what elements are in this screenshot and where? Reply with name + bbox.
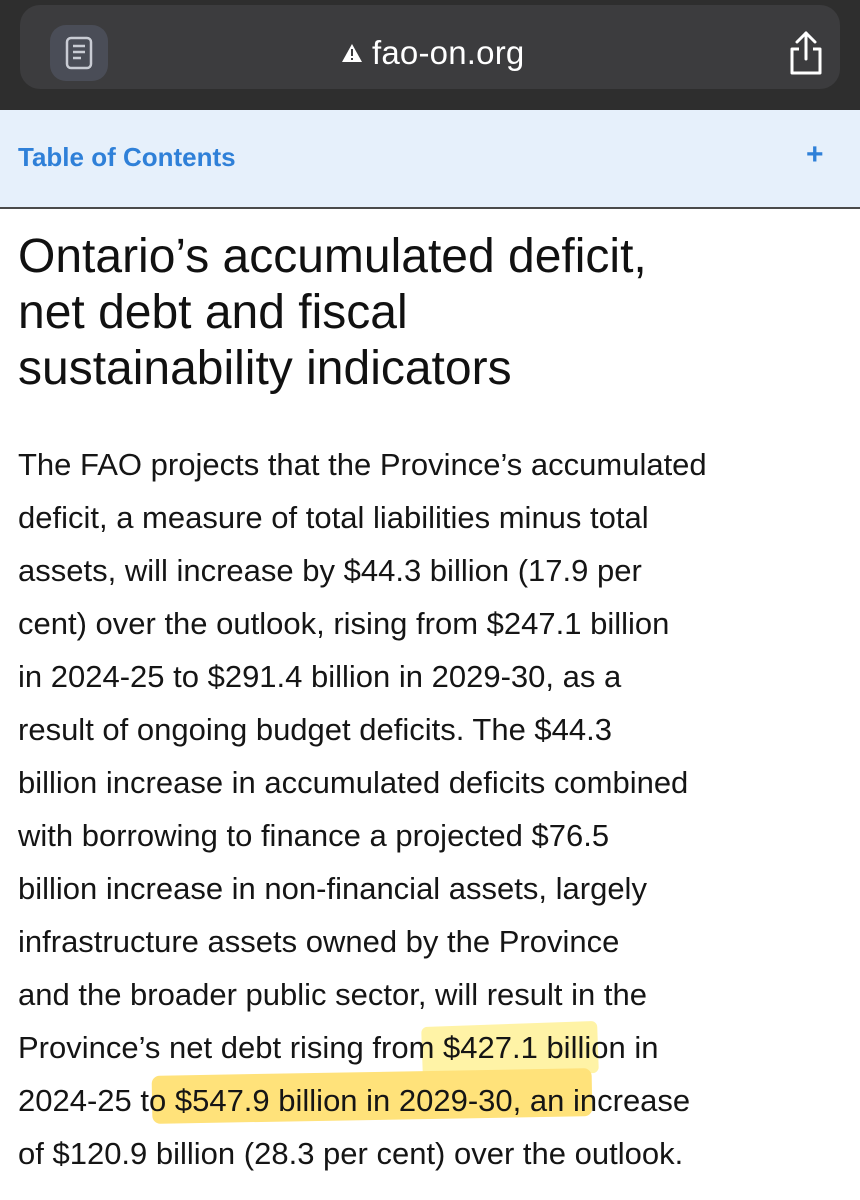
paragraph-line: in 2024-25 to $291.4 billion in 2029-30, as a <box>18 659 622 694</box>
paragraph-line: with borrowing to finance a projected $76.5 <box>18 818 610 853</box>
paragraph-line: 2024-25 to $547.9 billion in 2029-30, an increase <box>18 1083 691 1118</box>
paragraph-line: cent) over the outlook, rising from $247.1 billion <box>18 606 670 641</box>
toc-label[interactable]: Table of Contents <box>18 142 236 172</box>
lock-warning-icon <box>340 38 364 68</box>
paragraph-line: of $120.9 billion (28.3 per cent) over the outlook. <box>18 1136 684 1171</box>
paragraph-line: deficit, a measure of total liabilities minus total <box>18 500 649 535</box>
share-button[interactable] <box>782 27 830 79</box>
paragraph-line: Province’s net debt rising from $427.1 billion in <box>18 1030 659 1065</box>
paragraph-line: billion increase in non-financial assets, largely <box>18 871 647 906</box>
share-icon <box>786 29 826 77</box>
browser-toolbar <box>0 0 860 110</box>
reader-mode-icon <box>65 36 93 70</box>
paragraph-line: and the broader public sector, will result in the <box>18 977 647 1012</box>
article-paragraph <box>18 438 848 1180</box>
address-bar[interactable] <box>20 5 840 89</box>
paragraph-line: infrastructure assets owned by the Province <box>18 924 620 959</box>
paragraph-line: The FAO projects that the Province’s accumulated <box>18 447 707 482</box>
paragraph-line: result of ongoing budget deficits. The $44.3 <box>18 712 613 747</box>
title-line: sustainability indicators <box>18 342 512 395</box>
table-of-contents-bar[interactable] <box>0 110 860 209</box>
page-title <box>18 229 798 397</box>
toc-expand-icon[interactable]: + <box>806 138 824 171</box>
reader-mode-button[interactable] <box>50 25 108 81</box>
title-line: net debt and fiscal <box>18 286 408 339</box>
url-text: fao-on.org <box>372 34 525 71</box>
paragraph-line: assets, will increase by $44.3 billion (17.9 per <box>18 553 642 588</box>
paragraph-line: billion increase in accumulated deficits combined <box>18 765 689 800</box>
title-line: Ontario’s accumulated deficit, <box>18 230 647 283</box>
url-display[interactable] <box>340 31 524 75</box>
